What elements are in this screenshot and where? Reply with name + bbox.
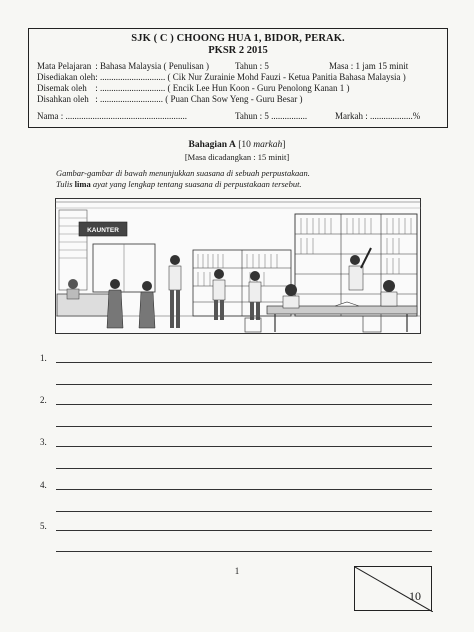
answer-line-5b[interactable] (56, 551, 432, 552)
approved-label: Disahkan oleh (37, 94, 89, 104)
marks-box-diagonal (355, 567, 433, 612)
page-number: 1 (234, 566, 240, 576)
answer-number-2: 2. (40, 395, 47, 405)
section-title (0, 140, 474, 150)
year-row (235, 61, 269, 71)
librarian-figure (67, 279, 79, 299)
prepared-label: Disediakan oleh (37, 72, 96, 82)
answer-line-3a[interactable] (56, 446, 432, 447)
library-illustration (55, 198, 421, 334)
exam-header-box (28, 28, 448, 128)
answer-line-4a[interactable] (56, 489, 432, 490)
prepared-value: : ............................. ( Cik Nur Zurainie Mohd Fauzi - Ketua Panitia Bahasa Malaysia ) (95, 72, 406, 82)
counter-sign-text: KAUNTER (87, 227, 119, 234)
section-marks-word: markah (253, 140, 283, 150)
answer-line-4b[interactable] (56, 511, 432, 512)
answer-line-2a[interactable] (56, 404, 432, 405)
answer-number-3: 3. (40, 437, 47, 447)
student-reading-2 (381, 280, 397, 306)
student-name-field[interactable]: Nama : ...................................................... (37, 111, 187, 121)
section-name: Bahagian A (188, 140, 236, 150)
checked-row (37, 83, 349, 93)
class-field[interactable]: Tahun : 5 ................ (235, 111, 308, 121)
instruction-post: ayat yang lengkap tentang suasana di perpustakaan tersebut. (90, 179, 302, 189)
subject-row (37, 61, 209, 71)
counter-desk (57, 294, 115, 316)
checked-label: Disemak oleh (37, 83, 87, 93)
marks-box (354, 566, 432, 611)
instruction-pre: Tulis (56, 179, 75, 189)
time-value: : 1 jam 15 minit (350, 61, 409, 71)
exam-title: PKSR 2 2015 (208, 45, 268, 56)
answer-line-5a[interactable] (56, 530, 432, 531)
answer-line-1a[interactable] (56, 362, 432, 363)
marks-field[interactable]: Markah : ...................% (335, 111, 421, 121)
counter-sign-board (79, 222, 127, 236)
answer-number-4: 4. (40, 480, 47, 490)
time-row (329, 61, 408, 71)
subject-label: Mata Pelajaran (37, 61, 92, 71)
answer-line-3b[interactable] (56, 468, 432, 469)
section-time-note: [Masa dicadangkan : 15 minit] (184, 152, 290, 162)
answer-line-1b[interactable] (56, 384, 432, 385)
year-value: : 5 (259, 61, 269, 71)
total-marks: 10 (409, 589, 421, 603)
instruction-line-1: Gambar-gambar di bawah menunjukkan suasana di sebuah perpustakaan. (56, 168, 310, 178)
time-label: Masa (329, 61, 349, 71)
prepared-row (37, 72, 406, 82)
year-label: Tahun (235, 61, 258, 71)
subject-value: : Bahasa Malaysia ( Penulisan ) (95, 61, 209, 71)
section-marks-suffix: ] (282, 140, 286, 150)
answer-line-2b[interactable] (56, 426, 432, 427)
school-name: SJK ( C ) CHOONG HUA 1, BIDOR, PERAK. (131, 33, 345, 44)
checked-value: : ............................. ( Encik Lee Hun Koon - Guru Penolong Kanan 1 ) (95, 83, 350, 93)
instruction-emphasis: lima (74, 179, 91, 189)
approved-row (37, 94, 303, 104)
answer-number-5: 5. (40, 521, 47, 531)
answer-number-1: 1. (40, 353, 47, 363)
approved-value: : ............................ ( Puan Chan Sow Yeng - Guru Besar ) (95, 94, 303, 104)
section-marks-prefix: [10 (238, 140, 254, 150)
instruction-line-2 (56, 179, 302, 189)
